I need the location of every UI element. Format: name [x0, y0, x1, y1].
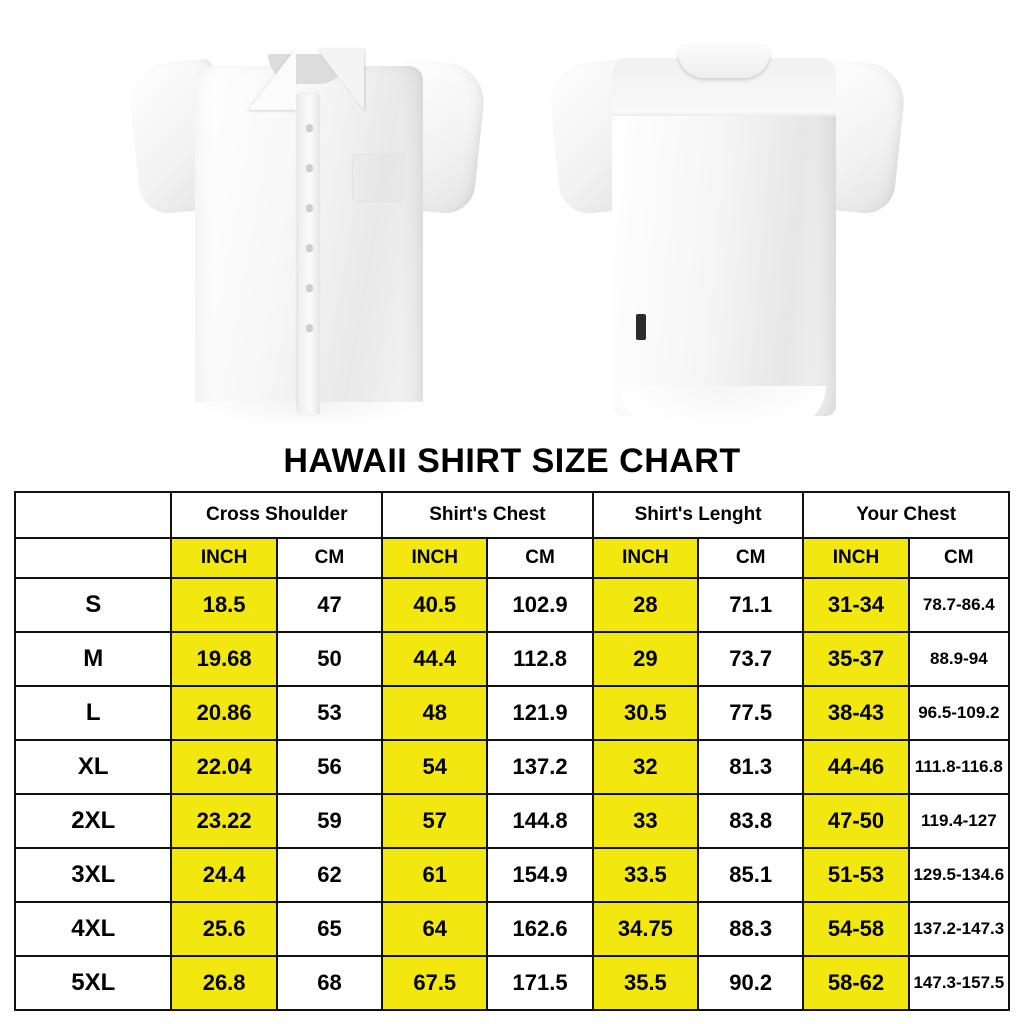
table-row [15, 848, 1009, 902]
front-collar-left [248, 48, 296, 110]
cell-your-chest-cm: 129.5-134.6 [909, 848, 1009, 902]
cell-your-chest-inch: 31-34 [803, 578, 908, 632]
shirt-button [306, 204, 313, 211]
cell-length-cm: 90.2 [698, 956, 803, 1010]
cell-chest-inch: 40.5 [382, 578, 487, 632]
shirt-button [306, 164, 313, 171]
cell-chest-inch: 57 [382, 794, 487, 848]
size-table-wrapper [0, 491, 1024, 1011]
cell-chest-inch: 54 [382, 740, 487, 794]
group-header-shirts-lenght: Shirt's Lenght [593, 492, 804, 538]
row-size-label: XL [15, 740, 171, 794]
cell-length-inch: 35.5 [593, 956, 698, 1010]
group-header-cross-shoulder: Cross Shoulder [171, 492, 382, 538]
table-row [15, 578, 1009, 632]
table-row [15, 686, 1009, 740]
cell-cross-shoulder-inch: 24.4 [171, 848, 276, 902]
cell-chest-inch: 44.4 [382, 632, 487, 686]
cell-length-cm: 73.7 [698, 632, 803, 686]
shirt-button [306, 124, 313, 131]
front-button-placket [298, 94, 320, 414]
cell-your-chest-inch: 35-37 [803, 632, 908, 686]
page-title: HAWAII SHIRT SIZE CHART [283, 442, 741, 480]
row-size-label: L [15, 686, 171, 740]
cell-cross-shoulder-inch: 26.8 [171, 956, 276, 1010]
row-size-label: 2XL [15, 794, 171, 848]
cell-cross-shoulder-cm: 56 [277, 740, 382, 794]
cell-length-cm: 88.3 [698, 902, 803, 956]
unit-header-inch: INCH [382, 538, 487, 578]
shirt-button [306, 244, 313, 251]
cell-cross-shoulder-inch: 23.22 [171, 794, 276, 848]
table-row [15, 956, 1009, 1010]
cell-length-inch: 29 [593, 632, 698, 686]
cell-chest-cm: 171.5 [487, 956, 592, 1010]
cell-length-inch: 33 [593, 794, 698, 848]
front-collar-right [316, 48, 364, 110]
cell-length-cm: 81.3 [698, 740, 803, 794]
group-header-size [15, 492, 171, 538]
unit-header-inch: INCH [803, 538, 908, 578]
cell-your-chest-cm: 111.8-116.8 [909, 740, 1009, 794]
cell-length-inch: 33.5 [593, 848, 698, 902]
cell-your-chest-inch: 44-46 [803, 740, 908, 794]
cell-your-chest-inch: 54-58 [803, 902, 908, 956]
cell-cross-shoulder-inch: 20.86 [171, 686, 276, 740]
unit-header-inch: INCH [171, 538, 276, 578]
cell-chest-inch: 48 [382, 686, 487, 740]
cell-length-inch: 30.5 [593, 686, 698, 740]
table-row [15, 794, 1009, 848]
unit-header-cm: CM [277, 538, 382, 578]
cell-length-cm: 85.1 [698, 848, 803, 902]
shirt-illustrations [0, 0, 1024, 440]
cell-cross-shoulder-inch: 25.6 [171, 902, 276, 956]
cell-chest-inch: 64 [382, 902, 487, 956]
cell-chest-inch: 67.5 [382, 956, 487, 1010]
unit-header-cm: CM [909, 538, 1009, 578]
brand-label-tag [636, 314, 646, 340]
shirt-button [306, 284, 313, 291]
unit-header-inch: INCH [593, 538, 698, 578]
shirt-button [306, 324, 313, 331]
group-header-shirts-chest: Shirt's Chest [382, 492, 593, 538]
back-collar [678, 44, 770, 78]
cell-cross-shoulder-cm: 62 [277, 848, 382, 902]
row-size-label: S [15, 578, 171, 632]
cell-length-cm: 83.8 [698, 794, 803, 848]
cell-your-chest-inch: 58-62 [803, 956, 908, 1010]
cell-length-cm: 77.5 [698, 686, 803, 740]
cell-your-chest-inch: 38-43 [803, 686, 908, 740]
row-size-label: 5XL [15, 956, 171, 1010]
table-row [15, 632, 1009, 686]
unit-header-cm: CM [487, 538, 592, 578]
cell-your-chest-cm: 88.9-94 [909, 632, 1009, 686]
cell-cross-shoulder-inch: 18.5 [171, 578, 276, 632]
cell-your-chest-inch: 51-53 [803, 848, 908, 902]
row-size-label: M [15, 632, 171, 686]
cell-length-cm: 71.1 [698, 578, 803, 632]
cell-your-chest-cm: 96.5-109.2 [909, 686, 1009, 740]
group-header-row [15, 492, 1009, 538]
cell-your-chest-cm: 119.4-127 [909, 794, 1009, 848]
back-hem [620, 386, 826, 428]
cell-your-chest-cm: 137.2-147.3 [909, 902, 1009, 956]
cell-length-inch: 32 [593, 740, 698, 794]
cell-your-chest-cm: 147.3-157.5 [909, 956, 1009, 1010]
shirt-back-image [560, 14, 890, 429]
cell-chest-cm: 144.8 [487, 794, 592, 848]
cell-chest-cm: 154.9 [487, 848, 592, 902]
cell-cross-shoulder-cm: 59 [277, 794, 382, 848]
front-chest-pocket [352, 154, 404, 202]
cell-cross-shoulder-inch: 19.68 [171, 632, 276, 686]
cell-your-chest-cm: 78.7-86.4 [909, 578, 1009, 632]
cell-chest-cm: 162.6 [487, 902, 592, 956]
cell-chest-cm: 137.2 [487, 740, 592, 794]
cell-chest-cm: 112.8 [487, 632, 592, 686]
cell-cross-shoulder-cm: 68 [277, 956, 382, 1010]
unit-header-blank [15, 538, 171, 578]
cell-cross-shoulder-inch: 22.04 [171, 740, 276, 794]
size-chart-table [14, 491, 1010, 1011]
cell-cross-shoulder-cm: 47 [277, 578, 382, 632]
cell-chest-cm: 102.9 [487, 578, 592, 632]
cell-chest-cm: 121.9 [487, 686, 592, 740]
cell-cross-shoulder-cm: 65 [277, 902, 382, 956]
cell-length-inch: 28 [593, 578, 698, 632]
shirt-front-image [140, 14, 480, 429]
unit-header-cm: CM [698, 538, 803, 578]
cell-your-chest-inch: 47-50 [803, 794, 908, 848]
table-row [15, 902, 1009, 956]
cell-chest-inch: 61 [382, 848, 487, 902]
row-size-label: 4XL [15, 902, 171, 956]
table-row [15, 740, 1009, 794]
cell-length-inch: 34.75 [593, 902, 698, 956]
row-size-label: 3XL [15, 848, 171, 902]
cell-cross-shoulder-cm: 50 [277, 632, 382, 686]
cell-cross-shoulder-cm: 53 [277, 686, 382, 740]
group-header-your-chest: Your Chest [803, 492, 1009, 538]
unit-header-row [15, 538, 1009, 578]
